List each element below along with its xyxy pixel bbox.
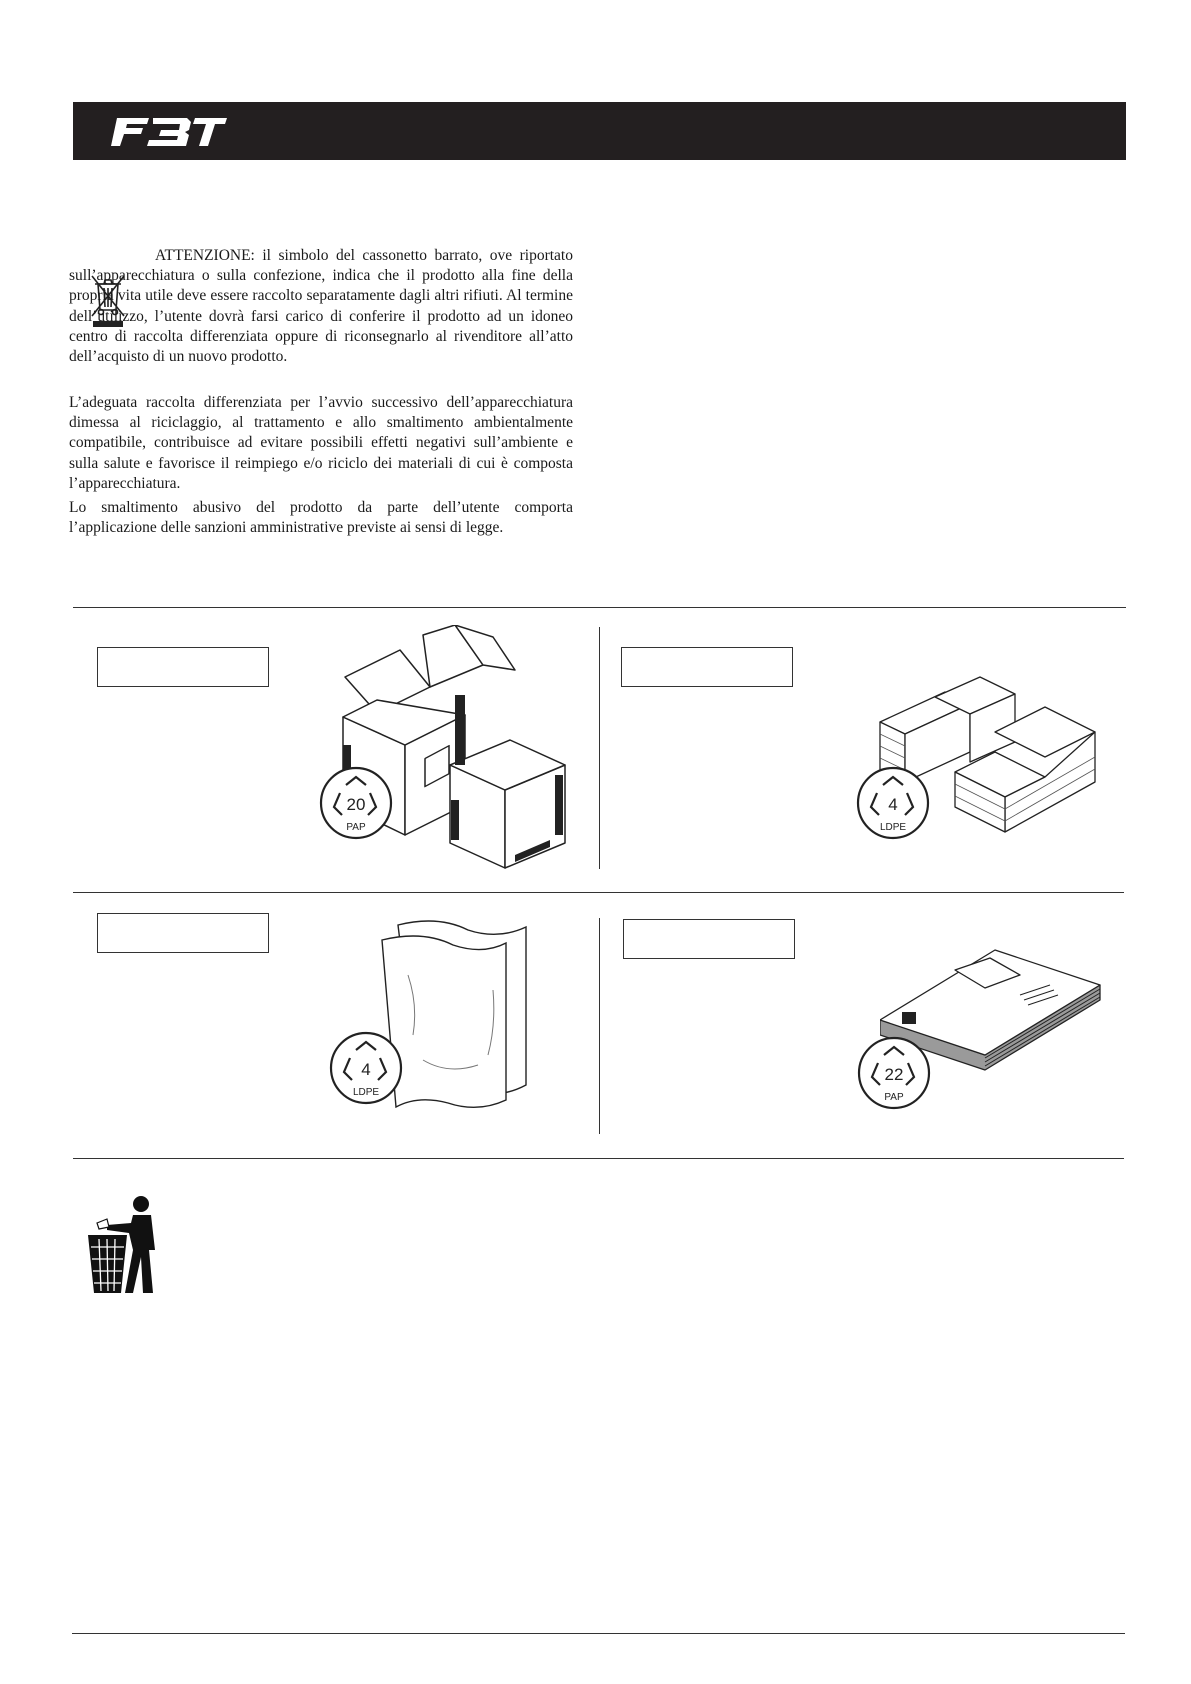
header-bar — [73, 102, 1126, 160]
label-box-boxes — [97, 647, 269, 687]
divider-bottom — [73, 1158, 1124, 1159]
recycle-symbol-pap-20 — [318, 765, 394, 841]
divider-vertical-lower — [599, 918, 600, 1134]
recycle-code: 20 — [346, 795, 366, 814]
divider-top — [73, 607, 1126, 608]
litter-bin-person-icon — [85, 1195, 170, 1295]
recycle-material: PAP — [884, 1092, 904, 1103]
recycle-material: LDPE — [352, 1087, 380, 1098]
label-box-bag — [97, 913, 269, 953]
fbt-logo — [109, 112, 229, 150]
divider-vertical-upper — [599, 627, 600, 869]
weee-paragraph-2: L’adeguata raccolta differenziata per l’avvio successivo dell’apparecchiatura dimessa al riciclaggio, al trattamento e allo smaltimento ambientalmente compatibile, contribuisce ad evitare possibili effetti negativi sull’ambiente e sulla salute e favorisce il reimpiego e/o riciclo dei materiali di cui è composta l’apparecchiatura. — [69, 394, 573, 492]
weee-paragraph-1: ATTENZIONE: il simbolo del cassonetto barrato, ove riportato sull’apparecchiatura o sulla confezione, indica che il prodotto alla fine della propria vita utile deve essere raccolto separatamente dagli altri rifiuti. Al termine dell’utilizzo, l’utente dovrà farsi carico di conferire il prodotto ad un idoneo centro di raccolta differenziata oppure di riconsegnarlo al rivenditore all’atto dell’acquisto di un nuovo prodotto. — [69, 247, 573, 366]
recycle-symbol-ldpe-4-foam — [855, 765, 931, 841]
recycle-code: 4 — [361, 1060, 371, 1079]
recycle-symbol-pap-22 — [856, 1035, 932, 1111]
footer-rule — [72, 1633, 1125, 1634]
brand-text: FBT — [109, 112, 111, 113]
recycle-code: 22 — [884, 1065, 904, 1084]
divider-middle — [73, 892, 1124, 893]
recycle-code: 4 — [888, 795, 898, 814]
label-box-manual — [623, 919, 795, 959]
recycle-material: LDPE — [879, 822, 907, 833]
label-box-foam — [621, 647, 793, 687]
weee-paragraph-3: Lo smaltimento abusivo del prodotto da parte dell’utente comporta l’applicazione delle sanzioni amministrative previste ai sensi di legge. — [69, 499, 573, 537]
recycle-material: PAP — [346, 822, 366, 833]
recycle-symbol-ldpe-4-bag — [328, 1030, 404, 1106]
